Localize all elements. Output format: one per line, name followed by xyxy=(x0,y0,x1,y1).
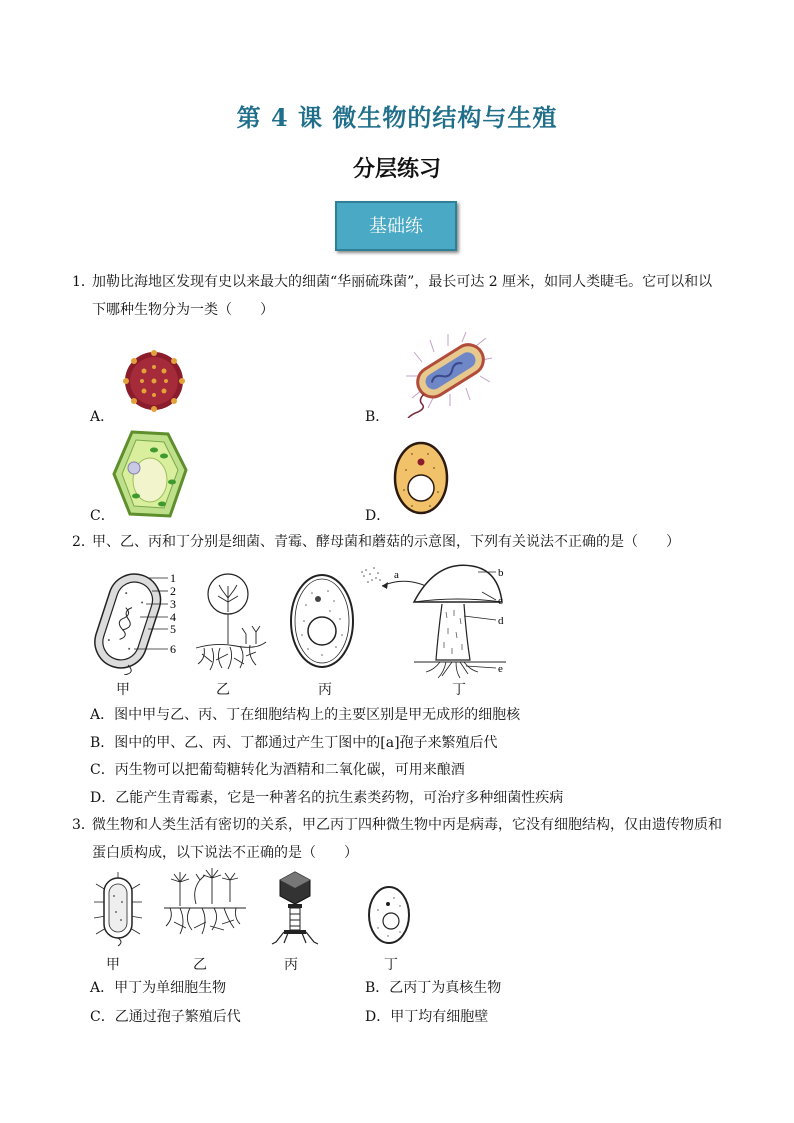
option-b[interactable]: B．图中的甲、乙、丙、丁都通过产生丁图中的[a]孢子来繁殖后代 xyxy=(90,735,498,751)
question-number: 2． xyxy=(72,534,95,550)
question-stem-line: 下哪种生物分为一类（ ） xyxy=(92,302,274,318)
figure-label: 乙 xyxy=(216,682,230,698)
mushroom-part-label: a xyxy=(394,569,399,581)
mushroom-part-label: b xyxy=(498,567,504,579)
option-a[interactable]: A．图中甲与乙、丙、丁在细胞结构上的主要区别是甲无成形的细胞核 xyxy=(90,707,521,723)
mushroom-part-label: e xyxy=(498,663,503,675)
option-c-label[interactable]: C． xyxy=(90,508,115,524)
plant-cell-image xyxy=(112,430,188,518)
bacterium-diagram xyxy=(88,565,188,675)
figure-label: 丙 xyxy=(284,957,298,973)
bacterium-part-label: 3 xyxy=(170,597,176,611)
question-number: 1． xyxy=(72,274,95,290)
option-d[interactable]: D．乙能产生青霉素，它是一种著名的抗生素类药物，可治疗多种细菌性疾病 xyxy=(90,790,564,806)
figure-label: 丙 xyxy=(318,682,332,698)
option-c[interactable]: C．丙生物可以把葡萄糖转化为酒精和二氧化碳，可用来酿酒 xyxy=(90,762,465,778)
yeast-diagram xyxy=(366,884,412,946)
option-a[interactable]: A．甲丁为单细胞生物 xyxy=(90,980,227,996)
bacterium-part-label: 1 xyxy=(170,571,176,585)
bacterium-part-label: 5 xyxy=(170,622,176,636)
virus-image xyxy=(118,345,190,417)
section-badge: 基础练 xyxy=(335,201,457,251)
page-title: 第 4 课 微生物的结构与生殖 xyxy=(236,103,558,132)
bacterium-part-label: 4 xyxy=(170,610,176,624)
figure-label: 甲 xyxy=(116,682,130,698)
figure-label: 丁 xyxy=(452,682,466,698)
figure-label: 乙 xyxy=(193,957,207,973)
figure-label: 丁 xyxy=(384,957,398,973)
mushroom-diagram xyxy=(356,562,516,680)
option-d[interactable]: D．甲丁均有细胞壁 xyxy=(365,1009,489,1025)
question-stem-line: 微生物和人类生活有密切的关系，甲乙丙丁四种微生物中丙是病毒，它没有细胞结构，仅由遗传物质和 xyxy=(92,817,722,833)
penicillium-diagram xyxy=(190,572,270,676)
question-stem-line: 加勒比海地区发现有史以来最大的细菌“华丽硫珠菌”，最长可达 2 厘米，如同人类睫毛。它可以和以 xyxy=(92,274,713,290)
figure-label: 甲 xyxy=(106,957,120,973)
option-b[interactable]: B．乙丙丁为真核生物 xyxy=(365,980,502,996)
bacterium-diagram xyxy=(90,872,150,948)
yeast-diagram xyxy=(288,571,356,671)
mold-diagram xyxy=(160,866,248,948)
question-number: 3． xyxy=(72,817,95,833)
question-stem-line: 蛋白质构成，以下说法不正确的是（ ） xyxy=(92,845,358,861)
option-c[interactable]: C．乙通过孢子繁殖后代 xyxy=(90,1009,241,1025)
option-d-label[interactable]: D． xyxy=(365,508,391,524)
option-b-label[interactable]: B． xyxy=(365,409,390,425)
mushroom-part-label: c xyxy=(498,595,503,607)
bacterium-image xyxy=(400,332,492,418)
option-a-label[interactable]: A． xyxy=(90,409,115,425)
page-subtitle: 分层练习 xyxy=(352,156,441,182)
bacterium-part-label: 6 xyxy=(170,642,176,656)
bacterium-part-label: 2 xyxy=(170,584,176,598)
yeast-cell-image xyxy=(392,440,450,516)
bacteriophage-diagram xyxy=(270,870,320,946)
question-stem-line: 甲、乙、丙和丁分别是细菌、青霉、酵母菌和蘑菇的示意图，下列有关说法不正确的是（ ） xyxy=(92,534,680,550)
mushroom-part-label: d xyxy=(498,615,504,627)
